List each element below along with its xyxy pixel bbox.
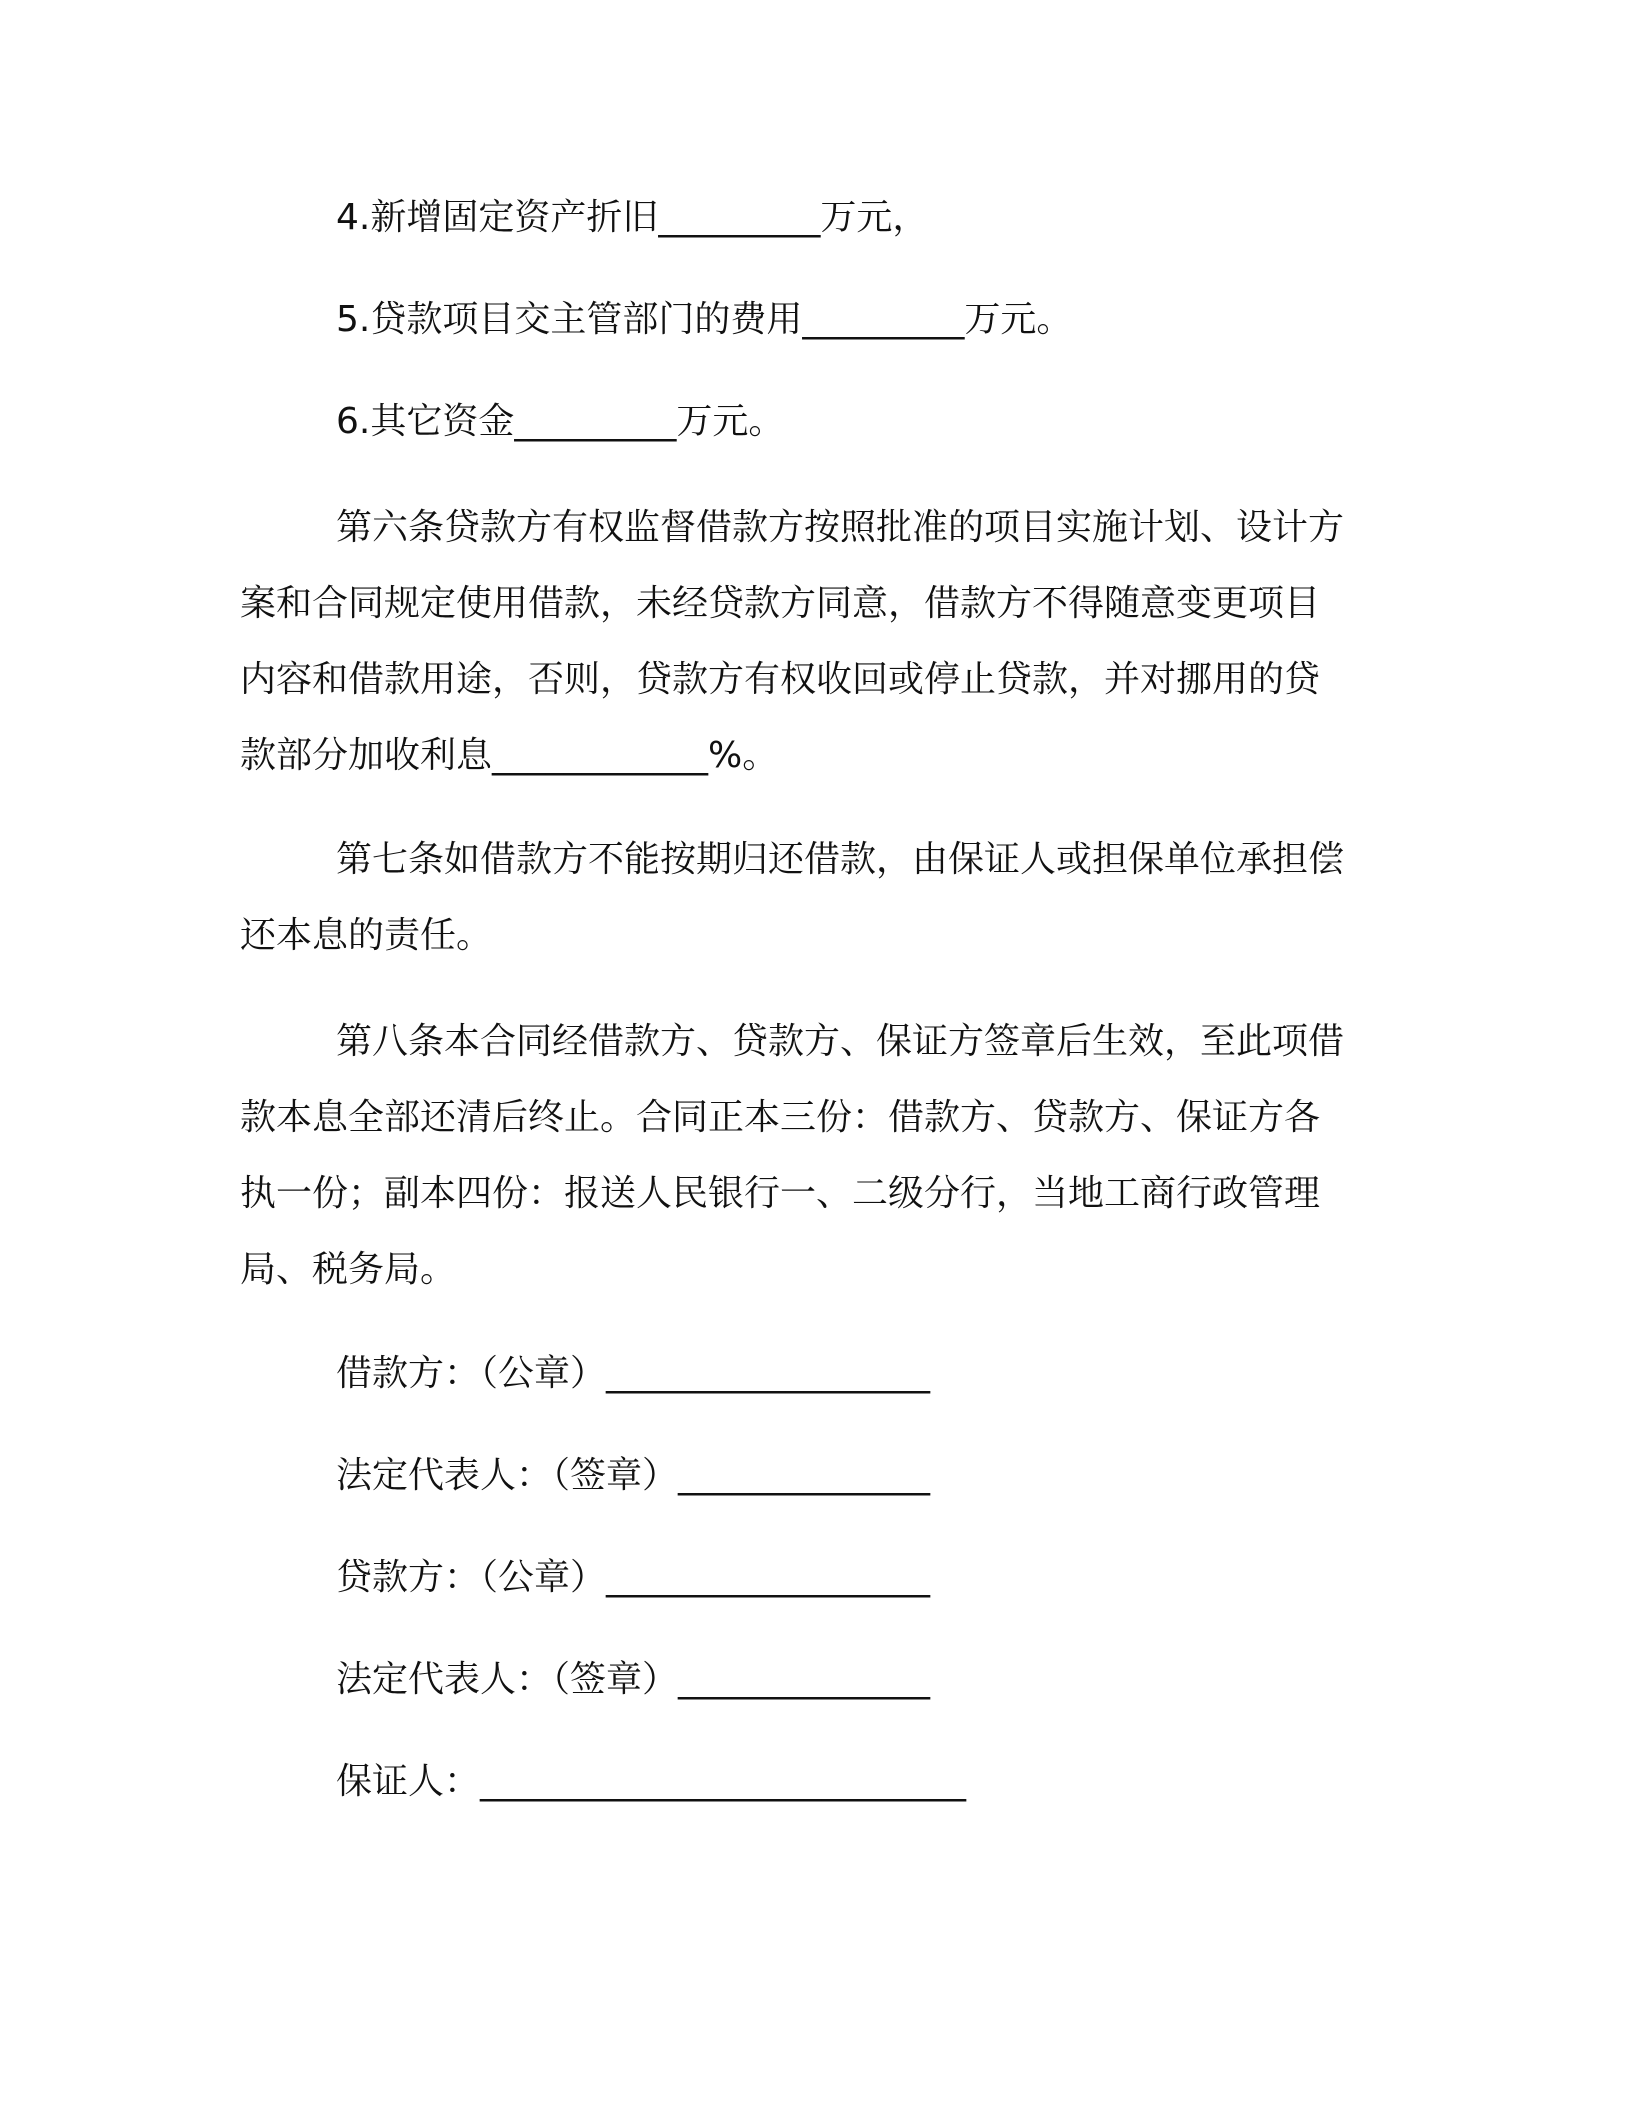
article-6-line-3: 内容和借款用途，否则，贷款方有权收回或停止贷款，并对挪用的贷 [240, 659, 1321, 700]
article-7-line-2: 还本息的责任。 [240, 915, 493, 956]
article-8-line-4: 局、税务局。 [240, 1249, 457, 1290]
article-7-line-1: 第七条如借款方不能按期归还借款，由保证人或担保单位承担偿 [336, 839, 1345, 880]
borrower-signature-line: 借款方：（公章）__________________ [336, 1353, 931, 1394]
article-6-line-1: 第六条贷款方有权监督借款方按照批准的项目实施计划、设计方 [336, 507, 1345, 548]
article-6-line-4: 款部分加收利息____________%。 [240, 735, 779, 776]
article-6-paragraph [240, 490, 1400, 794]
lender-signature-line: 贷款方：（公章）__________________ [336, 1557, 931, 1598]
borrower-representative-signature-line: 法定代表人：（签章）______________ [336, 1455, 931, 1496]
lender-representative-signature-line: 法定代表人：（签章）______________ [336, 1659, 931, 1700]
item-6-other-funds: 6.其它资金_________万元。 [336, 401, 785, 442]
item-4-depreciation: 4.新增固定资产折旧_________万元， [336, 197, 929, 238]
article-7-paragraph [240, 822, 1400, 974]
article-8-paragraph [240, 1004, 1400, 1308]
article-8-line-2: 款本息全部还清后终止。合同正本三份：借款方、贷款方、保证方各 [240, 1097, 1321, 1138]
article-6-line-2: 案和合同规定使用借款，未经贷款方同意，借款方不得随意变更项目 [240, 583, 1321, 624]
item-5-department-fee: 5.贷款项目交主管部门的费用_________万元。 [336, 299, 1073, 340]
guarantor-signature-line: 保证人：___________________________ [336, 1761, 967, 1802]
article-8-line-1: 第八条本合同经借款方、贷款方、保证方签章后生效，至此项借 [336, 1021, 1345, 1062]
article-8-line-3: 执一份；副本四份：报送人民银行一、二级分行，当地工商行政管理 [240, 1173, 1321, 1214]
